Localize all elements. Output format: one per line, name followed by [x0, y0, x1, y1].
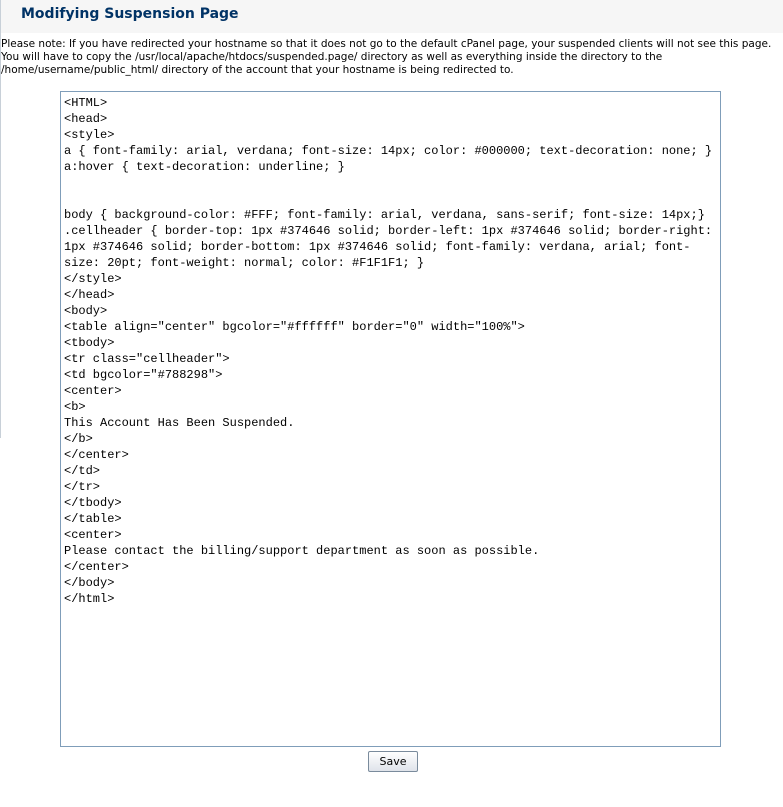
page-title: Modifying Suspension Page: [21, 6, 239, 22]
suspension-page-editor[interactable]: [60, 91, 721, 747]
page-header: [1, 0, 783, 33]
redirect-note: Please note: If you have redirected your hostname so that it does not go to the default cPanel page, your suspended clients will not see this page. You will have to copy the /usr/local/apache/htdocs/suspended.page/ directory as well as everything inside the directory to the /home/username/public_html/ directory of the account that your hostname is being redirected to.: [1, 38, 772, 76]
save-button[interactable]: Save: [368, 751, 418, 772]
